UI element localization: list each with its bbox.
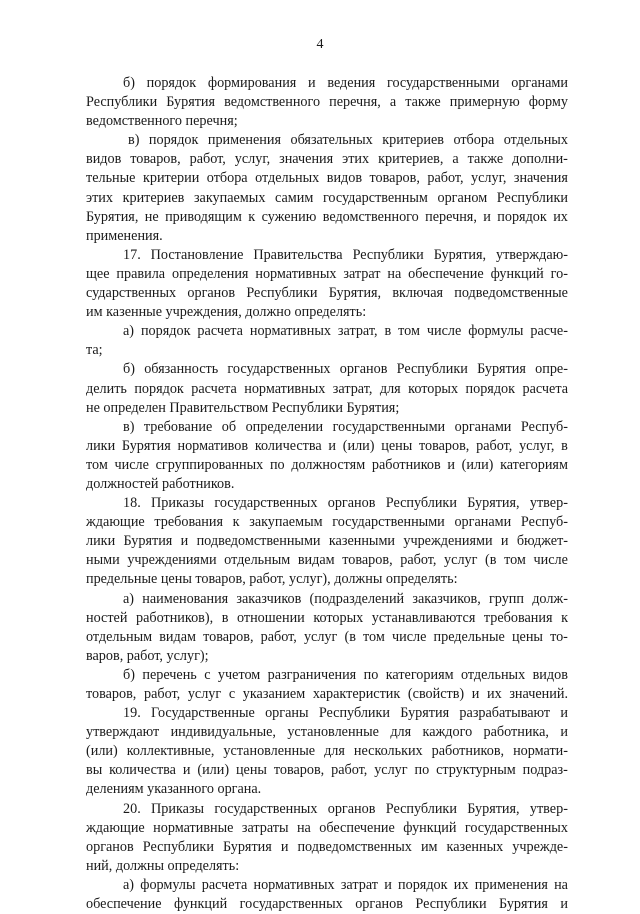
text-line: ностей работников), в отношении которых устанавливаются требования к bbox=[86, 609, 568, 626]
text-line: Республики Бурятия ведомственного перечня, а также примерную форму bbox=[86, 94, 568, 111]
text-line: делить порядок расчета нормативных затрат, для которых порядок расчета bbox=[86, 380, 568, 397]
text-line: варов, работ, услуг); bbox=[86, 647, 209, 664]
text-line: лики Бурятия и подведомственными казенными учреждениями и бюджет- bbox=[86, 533, 568, 550]
text-line: ждающие требования к закупаемым государственными органами Респуб- bbox=[86, 514, 568, 531]
text-line: должностей работников. bbox=[86, 475, 235, 492]
text-line: щее правила определения нормативных затрат на обеспечение функций го- bbox=[86, 265, 568, 282]
text-line: 19. Государственные органы Республики Бурятия разрабатывают и bbox=[123, 705, 568, 722]
text-line: б) порядок формирования и ведения государственными органами bbox=[123, 75, 568, 91]
text-line: б) обязанность государственных органов Республики Бурятия опре- bbox=[123, 361, 568, 378]
text-line: этих критериев закупаемых самим государственным органом Республики bbox=[86, 189, 568, 206]
text-line: не определен Правительством Республики Бурятия; bbox=[86, 399, 400, 416]
text-line: предельные цены товаров, работ, услуг), должны определять: bbox=[86, 571, 458, 588]
text-line: а) порядок расчета нормативных затрат, в том числе формулы расче- bbox=[123, 323, 568, 340]
text-line: товаров, работ, услуг с указанием характеристик (свойств) и их значений. bbox=[86, 686, 568, 702]
text-line: тельные критерии отбора отдельных видов товаров, работ, услуг, значения bbox=[86, 170, 568, 187]
document-body bbox=[86, 74, 568, 914]
text-line: обеспечение функций государственных органов Республики Бурятия и bbox=[86, 896, 568, 913]
text-line: видов товаров, работ, услуг, значения этих критериев, а также дополни- bbox=[86, 151, 568, 168]
text-line: ными учреждениями отдельным видам товаров, работ, услуг (в том числе bbox=[86, 552, 568, 569]
text-line: ведомственного перечня; bbox=[86, 113, 238, 130]
text-line: (или) коллективные, установленные для нескольких работников, нормати- bbox=[86, 743, 568, 760]
text-line: б) перечень с учетом разграничения по категориям отдельных видов bbox=[123, 666, 568, 683]
text-line: применения. bbox=[86, 227, 163, 244]
text-line: делениям указанного органа. bbox=[86, 781, 262, 798]
text-line: а) формулы расчета нормативных затрат и порядок их применения на bbox=[123, 876, 568, 893]
text-line: ждающие нормативные затраты на обеспечение функций государственных bbox=[86, 819, 568, 836]
text-line: а) наименования заказчиков (подразделений заказчиков, групп долж- bbox=[123, 590, 568, 607]
text-line: 20. Приказы государственных органов Республики Бурятия, утвер- bbox=[123, 800, 568, 817]
text-line: том числе сгруппированных по должностям работников и (или) категориям bbox=[86, 456, 568, 473]
text-line: та; bbox=[86, 342, 103, 359]
text-line: Бурятия, не приводящим к сужению ведомственного перечня, и порядок их bbox=[86, 208, 568, 225]
text-line: в) порядок применения обязательных критериев отбора отдельных bbox=[128, 132, 568, 149]
text-line: ний, должны определять: bbox=[86, 857, 240, 874]
text-line: органов Республики Бурятия и подведомственных им казенных учрежде- bbox=[86, 838, 568, 855]
text-line: лики Бурятия нормативов количества и (или) цены товаров, работ, услуг, в bbox=[86, 437, 568, 454]
text-line: утверждают индивидуальные, установленные для каждого работника, и bbox=[86, 724, 568, 741]
text-line: 17. Постановление Правительства Республики Бурятия, утверждаю- bbox=[123, 246, 568, 263]
text-line: 18. Приказы государственных органов Республики Бурятия, утвер- bbox=[123, 495, 568, 512]
text-line: отдельным видам товаров, работ, услуг (в том числе предельные цены то- bbox=[86, 628, 568, 645]
text-line: в) требование об определении государственными органами Респуб- bbox=[123, 418, 568, 435]
page-number: 4 bbox=[316, 37, 324, 52]
text-line: вы количества и (или) цены товаров, работ, услуг по структурным подраз- bbox=[86, 762, 568, 779]
text-line: им казенные учреждения, должно определять: bbox=[86, 304, 367, 321]
text-line: сударственных органов Республики Бурятия, включая подведомственные bbox=[86, 285, 568, 302]
